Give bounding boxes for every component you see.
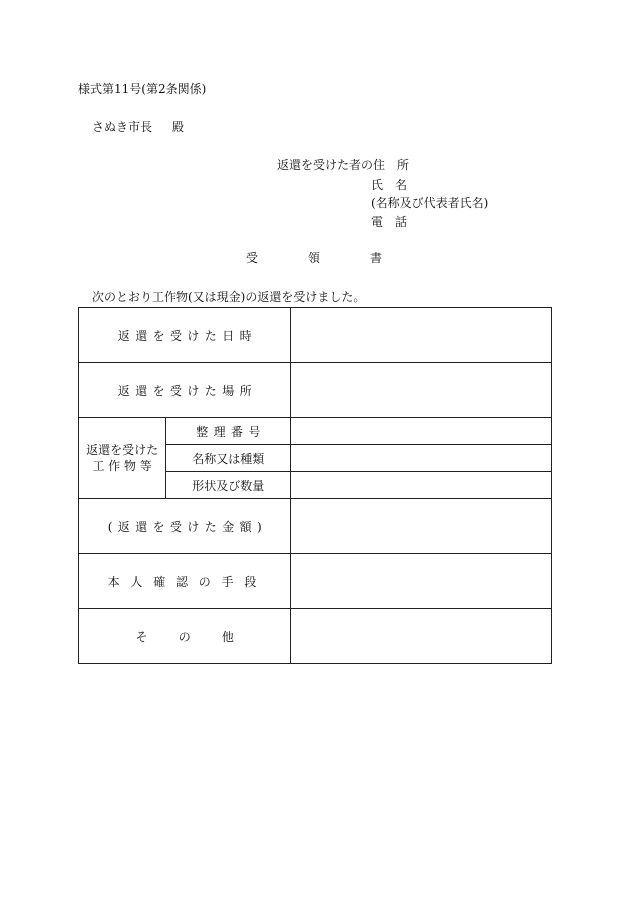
statement: 次のとおり工作物(又は現金)の返還を受けました。 <box>92 290 366 304</box>
identity-confirmation-field[interactable] <box>291 554 552 609</box>
table-row <box>79 499 552 554</box>
returned-amount-label: (返還を受けた金額) <box>79 499 291 554</box>
recipient-phone-label: 電 話 <box>371 215 408 229</box>
structures-group-label-line2: 工 作 物 等 <box>92 459 152 473</box>
receipt-table <box>78 307 552 664</box>
shape-and-quantity-label: 形状及び数量 <box>166 472 291 499</box>
reference-number-label: 整理番号 <box>166 418 291 445</box>
document-title <box>246 249 382 266</box>
returned-datetime-label: 返還を受けた日時 <box>79 308 291 363</box>
table-row <box>79 554 552 609</box>
returned-place-field[interactable] <box>291 363 552 418</box>
shape-and-quantity-field[interactable] <box>291 472 552 499</box>
other-label: その他 <box>79 609 291 664</box>
returned-place-label: 返還を受けた場所 <box>79 363 291 418</box>
other-field[interactable] <box>291 609 552 664</box>
addressee-suffix: 殿 <box>172 120 185 134</box>
table-row <box>79 363 552 418</box>
reference-number-field[interactable] <box>291 418 552 445</box>
title-char-1: 受 <box>246 251 259 265</box>
title-char-2: 領 <box>308 251 321 265</box>
recipient-name-label: 氏 名 <box>371 178 408 192</box>
name-or-type-field[interactable] <box>291 445 552 472</box>
table-row <box>79 418 552 445</box>
name-or-type-label: 名称又は種類 <box>166 445 291 472</box>
addressee-name: さぬき市長 <box>92 120 153 134</box>
returned-amount-field[interactable] <box>291 499 552 554</box>
table-row <box>79 609 552 664</box>
recipient-address-label: 返還を受けた者の住 所 <box>277 158 410 172</box>
returned-datetime-field[interactable] <box>291 308 552 363</box>
structures-group-label-line1: 返還を受けた <box>86 443 159 457</box>
recipient-name-note: (名称及び代表者氏名) <box>371 196 489 210</box>
table-row <box>79 308 552 363</box>
identity-confirmation-label: 本人確認の手段 <box>79 554 291 609</box>
title-char-3: 書 <box>370 251 383 265</box>
structures-group-label <box>79 418 166 499</box>
form-number: 様式第11号(第2条関係) <box>78 82 207 96</box>
